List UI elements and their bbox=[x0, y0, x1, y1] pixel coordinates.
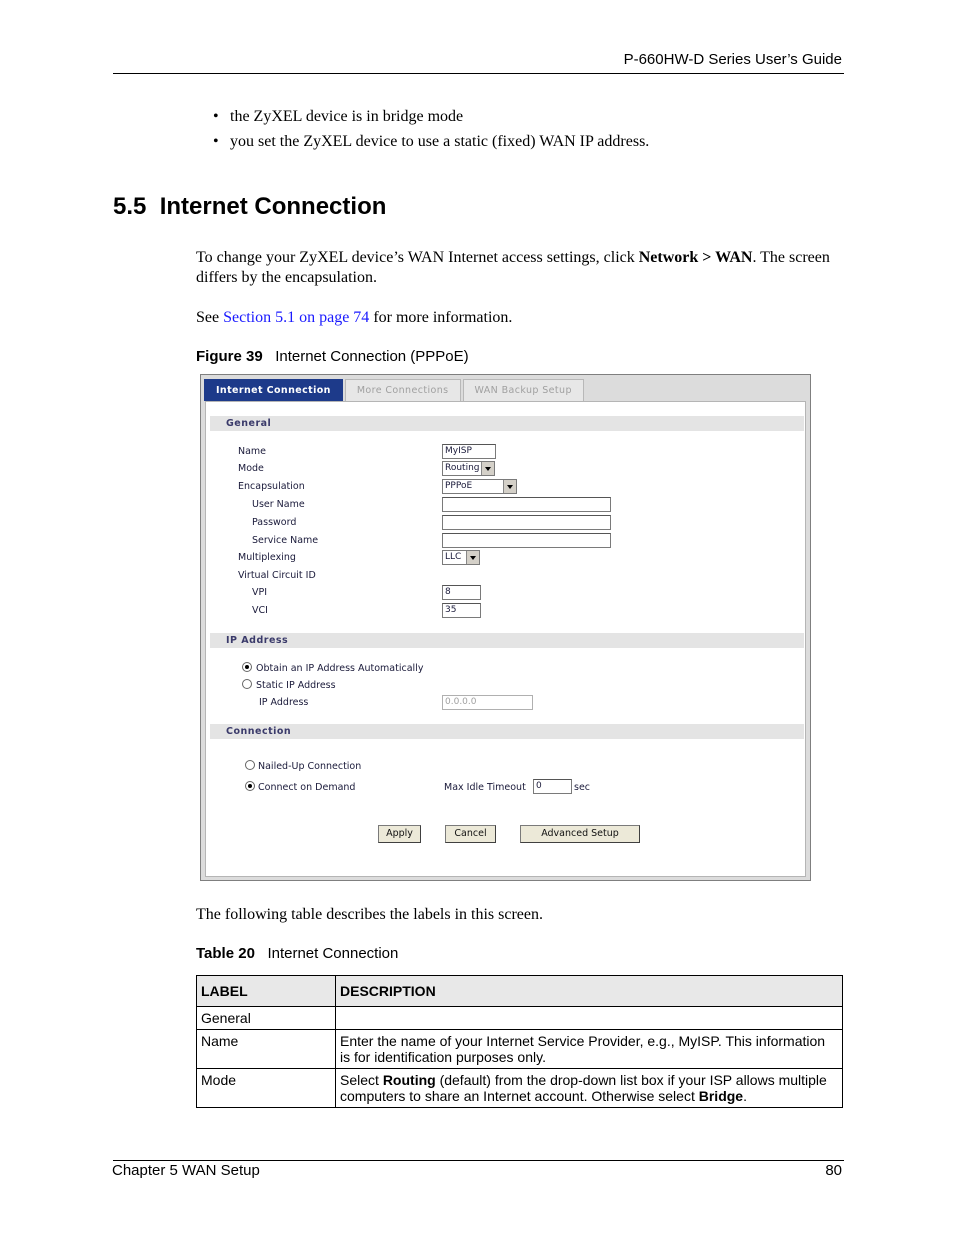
chevron-down-icon bbox=[503, 480, 516, 493]
tab-wan-backup-setup[interactable]: WAN Backup Setup bbox=[463, 379, 584, 401]
multiplexing-label: Multiplexing bbox=[238, 552, 296, 563]
multiplexing-select[interactable] bbox=[442, 550, 480, 565]
vci-label: VCI bbox=[252, 605, 268, 616]
table-label: Table 20 bbox=[196, 945, 255, 962]
table-row bbox=[197, 1069, 843, 1108]
password-input[interactable] bbox=[442, 515, 611, 530]
encapsulation-value: PPPoE bbox=[445, 481, 473, 491]
vci-input[interactable]: 35 bbox=[442, 603, 481, 618]
table-header-row bbox=[197, 976, 843, 1007]
connection-section-heading: Connection bbox=[210, 724, 804, 739]
running-header: P-660HW-D Series User’s Guide bbox=[623, 51, 842, 68]
general-section-heading: General bbox=[210, 416, 804, 431]
mode-desc-bridge: Bridge bbox=[698, 1088, 744, 1104]
section-number: 5.5 bbox=[113, 193, 147, 220]
intro-text-end: . The screen differs by the encapsulation. bbox=[196, 249, 830, 286]
name-input[interactable]: MyISP bbox=[442, 444, 496, 459]
section-title: Internet Connection bbox=[159, 193, 387, 220]
mode-desc-text: (default) from the drop-down list box if your ISP allows multiple computers to share an Internet account. Otherwise select bbox=[340, 1072, 827, 1104]
ip-address-input[interactable]: 0.0.0.0 bbox=[442, 695, 533, 710]
settings-panel bbox=[205, 401, 806, 877]
chevron-down-icon bbox=[481, 462, 494, 475]
intro-paragraph bbox=[196, 248, 841, 288]
tab-more-connections[interactable]: More Connections bbox=[345, 379, 461, 401]
static-ip-label: Static IP Address bbox=[256, 680, 336, 691]
header-rule bbox=[113, 73, 844, 74]
advanced-setup-button[interactable]: Advanced Setup bbox=[520, 825, 640, 843]
mode-label: Mode bbox=[238, 463, 264, 474]
table-cell: Name bbox=[197, 1030, 336, 1069]
static-ip-radio[interactable] bbox=[242, 679, 252, 689]
page-number: 80 bbox=[825, 1162, 842, 1179]
table-cell bbox=[336, 1007, 843, 1030]
table-cell: Enter the name of your Internet Service Provider, e.g., MyISP. This information is for identification purposes only. bbox=[336, 1030, 843, 1069]
section-heading bbox=[113, 193, 386, 221]
bullet-item: • the ZyXEL device is in bridge mode bbox=[213, 106, 649, 131]
max-idle-timeout-label: Max Idle Timeout bbox=[444, 782, 526, 793]
service-name-label: Service Name bbox=[252, 535, 319, 546]
figure-caption bbox=[196, 348, 469, 365]
footer-chapter: Chapter 5 WAN Setup bbox=[112, 1162, 260, 1179]
see-paragraph bbox=[196, 308, 841, 328]
connect-on-demand-radio[interactable] bbox=[245, 781, 255, 791]
apply-button[interactable]: Apply bbox=[378, 825, 421, 843]
chevron-down-icon bbox=[466, 551, 479, 564]
see-suffix: for more information. bbox=[369, 309, 513, 326]
table-cell: General bbox=[197, 1007, 336, 1030]
tab-bar bbox=[204, 379, 586, 401]
virtual-circuit-label: Virtual Circuit ID bbox=[238, 570, 316, 581]
internet-connection-screen bbox=[200, 374, 811, 881]
mode-desc-text: . bbox=[743, 1088, 747, 1104]
mode-value: Routing bbox=[445, 463, 480, 473]
tab-internet-connection[interactable]: Internet Connection bbox=[204, 379, 343, 401]
figure-label: Figure 39 bbox=[196, 348, 263, 365]
ip-address-label: IP Address bbox=[259, 697, 309, 708]
service-name-input[interactable] bbox=[442, 533, 611, 548]
intro-text: To change your ZyXEL device’s WAN Internet access settings, click bbox=[196, 249, 639, 266]
footer-rule bbox=[113, 1160, 844, 1161]
table-cell bbox=[336, 1069, 843, 1108]
ip-address-section-heading: IP Address bbox=[210, 633, 804, 648]
nailed-up-label: Nailed-Up Connection bbox=[258, 761, 362, 772]
table-caption bbox=[196, 945, 398, 962]
column-header: DESCRIPTION bbox=[336, 976, 843, 1007]
name-label: Name bbox=[238, 446, 267, 457]
vpi-input[interactable]: 8 bbox=[442, 585, 481, 600]
section-link[interactable]: Section 5.1 on page 74 bbox=[223, 309, 370, 326]
encapsulation-label: Encapsulation bbox=[238, 481, 305, 492]
table-intro: The following table describes the labels in this screen. bbox=[196, 906, 544, 923]
vpi-label: VPI bbox=[252, 587, 268, 598]
password-label: Password bbox=[252, 517, 297, 528]
mode-desc-routing: Routing bbox=[382, 1072, 436, 1088]
nailed-up-radio[interactable] bbox=[245, 760, 255, 770]
figure-title: Internet Connection (PPPoE) bbox=[275, 348, 469, 365]
table-row bbox=[197, 1030, 843, 1069]
bullet-item: • you set the ZyXEL device to use a static (fixed) WAN IP address. bbox=[213, 131, 649, 156]
max-idle-timeout-input[interactable]: 0 bbox=[533, 779, 572, 794]
obtain-ip-radio[interactable] bbox=[242, 662, 252, 672]
obtain-ip-label: Obtain an IP Address Automatically bbox=[256, 663, 424, 674]
idle-unit-label: sec bbox=[574, 782, 591, 793]
encapsulation-select[interactable] bbox=[442, 479, 517, 494]
column-header: LABEL bbox=[197, 976, 336, 1007]
table-cell: Mode bbox=[197, 1069, 336, 1108]
bullet-list bbox=[213, 106, 649, 156]
table-row bbox=[197, 1007, 843, 1030]
see-prefix: See bbox=[196, 309, 224, 326]
table-title: Internet Connection bbox=[267, 945, 399, 962]
user-name-input[interactable] bbox=[442, 497, 611, 512]
menu-path: Network > WAN bbox=[638, 249, 753, 266]
user-name-label: User Name bbox=[252, 499, 305, 510]
multiplexing-value: LLC bbox=[445, 552, 462, 562]
mode-select[interactable] bbox=[442, 461, 495, 476]
mode-desc-text: Select bbox=[340, 1072, 383, 1088]
label-description-table bbox=[196, 975, 843, 1108]
cancel-button[interactable]: Cancel bbox=[445, 825, 496, 843]
connect-on-demand-label: Connect on Demand bbox=[258, 782, 356, 793]
